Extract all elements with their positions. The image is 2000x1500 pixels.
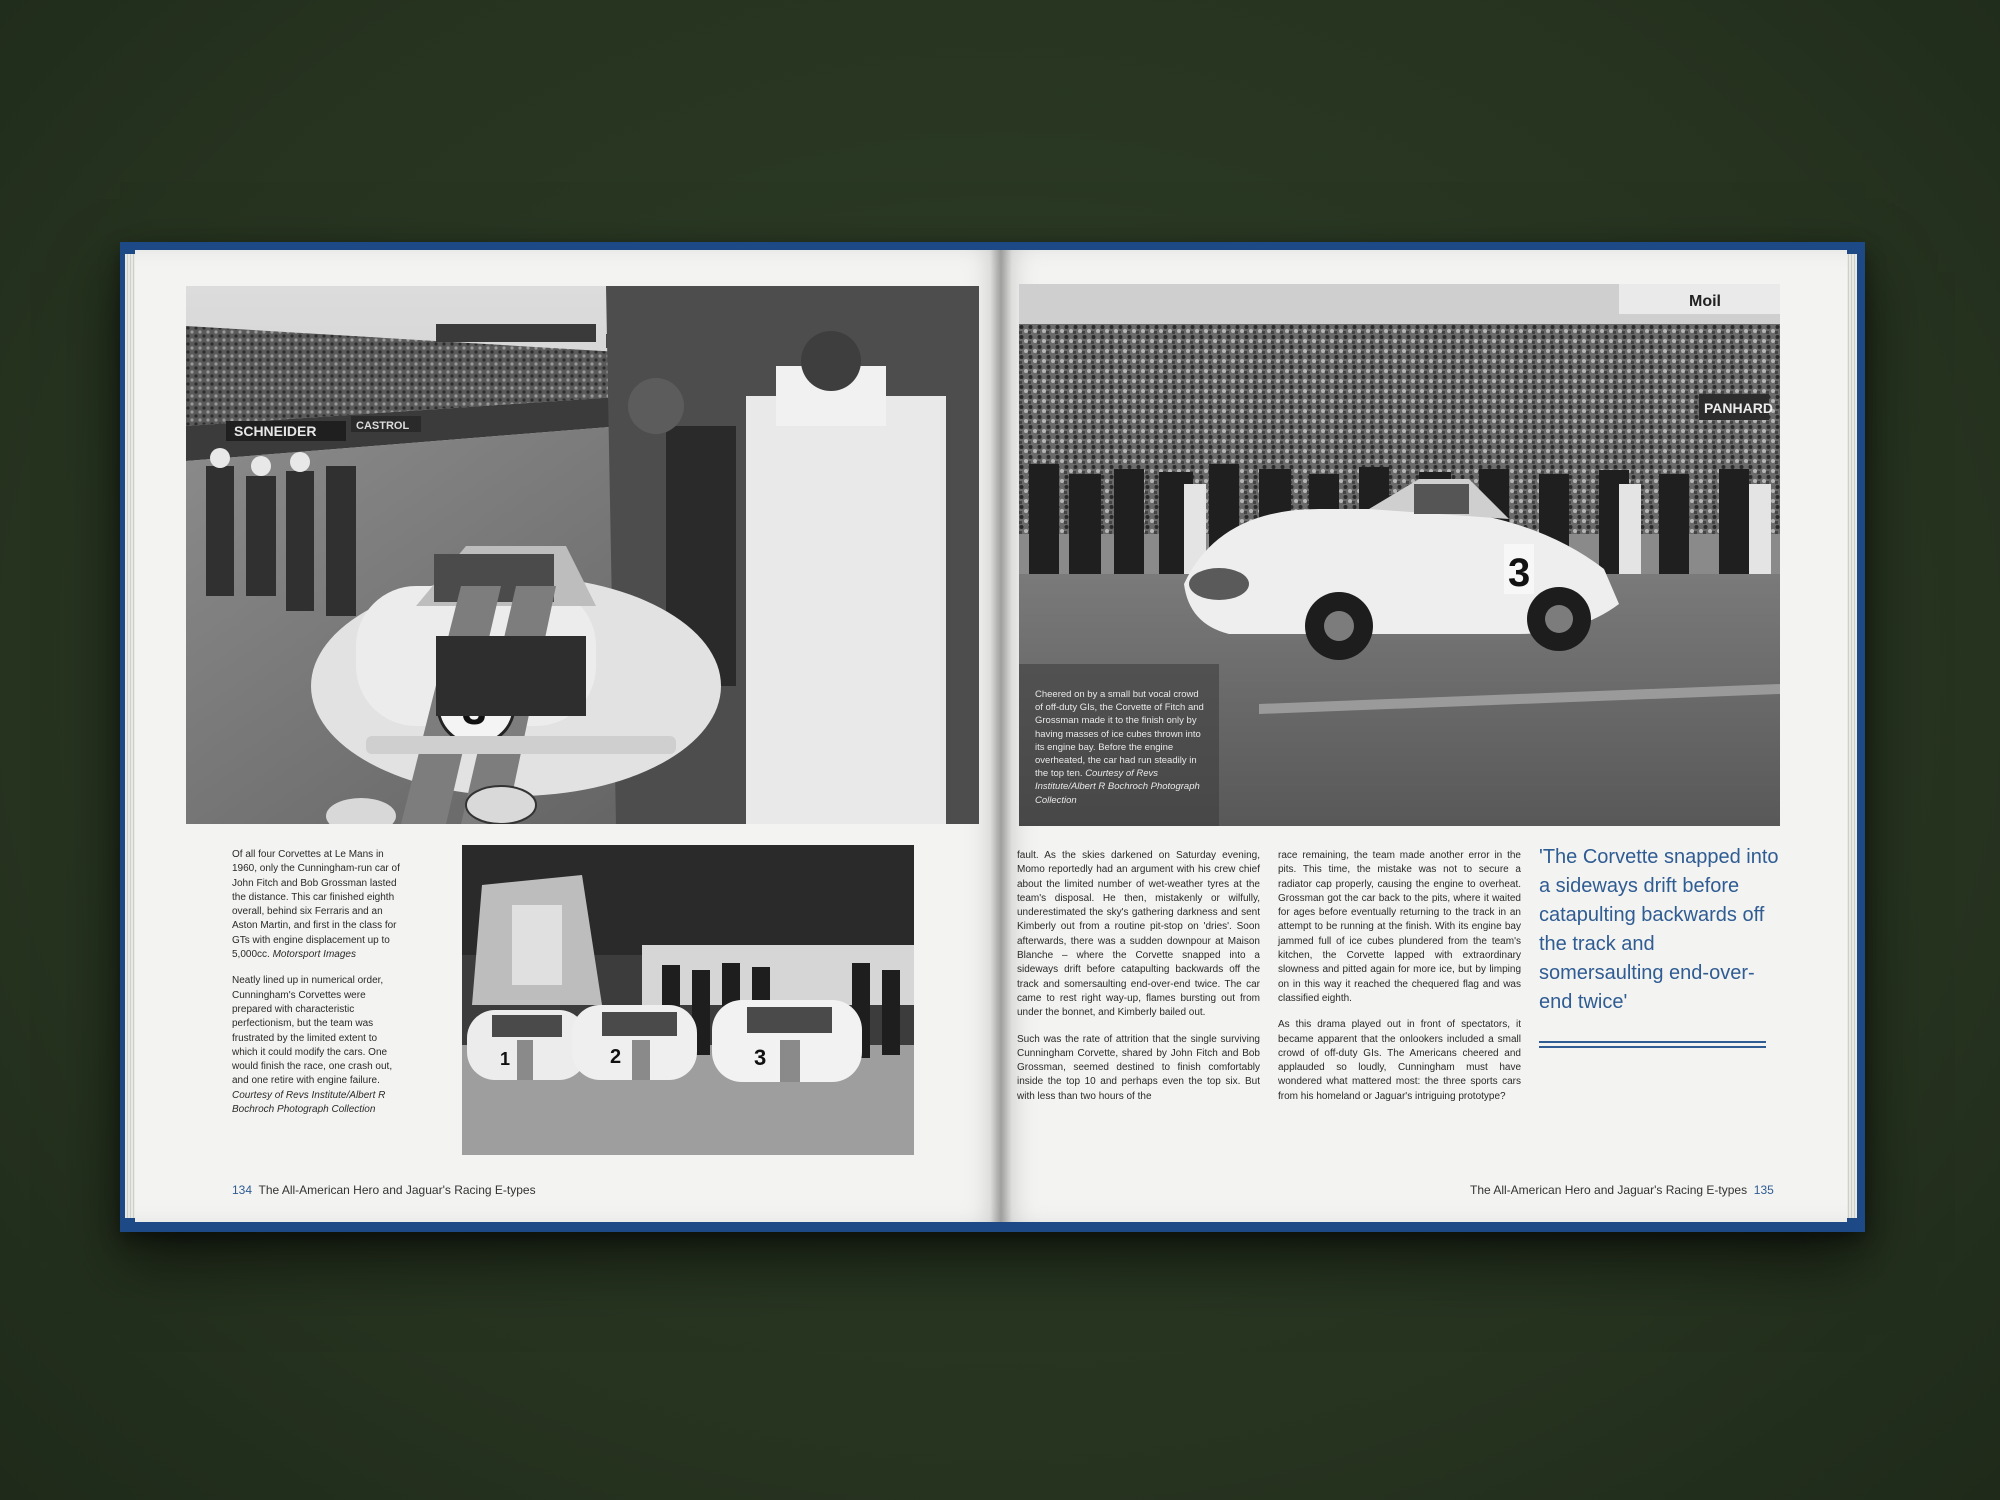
right-page-number: 135: [1753, 1183, 1774, 1197]
caption-lemans-result: Of all four Corvettes at Le Mans in 1960, only the Cunningham-run car of John Fitch and Bob Grossman lasted the distance. This car finished eighth overall, behind six Ferraris and an Aston Martin, and first in the class for GTs with engine displacement up to 5,000cc.: [232, 849, 400, 961]
body-column-2: [1278, 849, 1521, 1116]
body-col2-para1: race remaining, the team made another error in the pits. This time, the mistake was not to secure a radiator cap properly, causing the engine to overheat. Grossman got the car back to the pits, where it waited for ages before eventually returning to the track in an attempt to be running at the finish. With its engine bay jammed full of ice cubes plundered from the team's kitchen, the Corvette lapped with extraordinary slowness and pitted again for more ice, but by limping on in this way it reached the chequered flag and was classified eighth.: [1278, 850, 1521, 1004]
finish-car-number: 3: [1508, 551, 1531, 595]
lineup-photo: [462, 845, 914, 1155]
body-column-1: [1017, 849, 1260, 1116]
left-running-title: The All-American Hero and Jaguar's Racing E-types: [258, 1183, 536, 1197]
pit-lane-photo: [186, 286, 979, 824]
left-page-number: 134: [232, 1183, 253, 1197]
photo-caption-overlay: [1035, 688, 1205, 807]
caption-lemans-credit: Motorsport Images: [272, 949, 356, 961]
left-folio: [232, 1183, 536, 1197]
body-col1-para1: fault. As the skies darkened on Saturday evening, Momo reportedly had an argument with his crew chief about the limited number of wet-weather tyres at the team's disposal. He then, mistakenly or wilfully, underestimated the sky's gathering darkness and sent Kimberly out from a routine pit-stop on 'dries'. Soon afterwards, there was a sudden downpour at Maison Blanche – where the Corvette snapped into a sideways drift before catapulting backwards off the track and somersaulting end-over-end twice. The car came to rest right way-up, flames bursting out from under the bonnet, and Kimberly bailed out.: [1017, 850, 1260, 1019]
body-col2-para2: As this drama played out in front of spectators, it became apparent that the onlookers included a small crowd of off-duty GIs. The Americans cheered and applauded so loudly, Cunningham must have wondered what mattered most: the three sports cars from his homeland or Jaguar's intriguing prototype?: [1278, 1019, 1521, 1102]
caption-lineup: Neatly lined up in numerical order, Cunningham's Corvettes were prepared with characteristic perfectionism, but the team was frustrated by the limited extent to which it could modify the cars. One would finish the race, one crash out, and one retire with engine failure.: [232, 975, 393, 1087]
lineup-car-number-2: 2: [610, 1046, 622, 1068]
castrol-sign: CASTROL: [356, 420, 410, 432]
book-gutter: [990, 250, 1012, 1222]
right-folio: [1470, 1183, 1774, 1197]
schneider-sign: SCHNEIDER: [234, 423, 317, 439]
left-captions: [232, 848, 400, 1129]
pull-quote-rule: [1539, 1041, 1766, 1048]
pull-quote: 'The Corvette snapped into a sideways drift before catapulting backwards off the track and somersaulting end-over-end twice': [1539, 846, 1779, 1013]
body-col1-para2: Such was the rate of attrition that the single surviving Cunningham Corvette, shared by John Fitch and Bob Grossman, seemed destined to finish comfortably inside the top 10 and perhaps even the top six. But with less than two hours of the: [1017, 1033, 1260, 1102]
lineup-car-number-3: 3: [754, 1045, 767, 1070]
finish-caption: Cheered on by a small but vocal crowd of off-duty GIs, the Corvette of Fitch and Grossman made it to the finish only by having masses of ice cubes thrown into its engine bay. Before the engine overheated, the car had run steadily in the top ten.: [1035, 689, 1204, 780]
finish-caption-credit: Courtesy of Revs Institute/Albert R Bochroch Photograph Collection: [1035, 768, 1200, 806]
panhard-sign: PANHARD: [1704, 400, 1773, 416]
lineup-car-number-1: 1: [500, 1049, 511, 1069]
moil-sign: Moil: [1689, 293, 1721, 310]
caption-lineup-credit: Courtesy of Revs Institute/Albert R Bochroch Photograph Collection: [232, 1089, 386, 1116]
right-running-title: The All-American Hero and Jaguar's Racing E-types: [1470, 1183, 1748, 1197]
